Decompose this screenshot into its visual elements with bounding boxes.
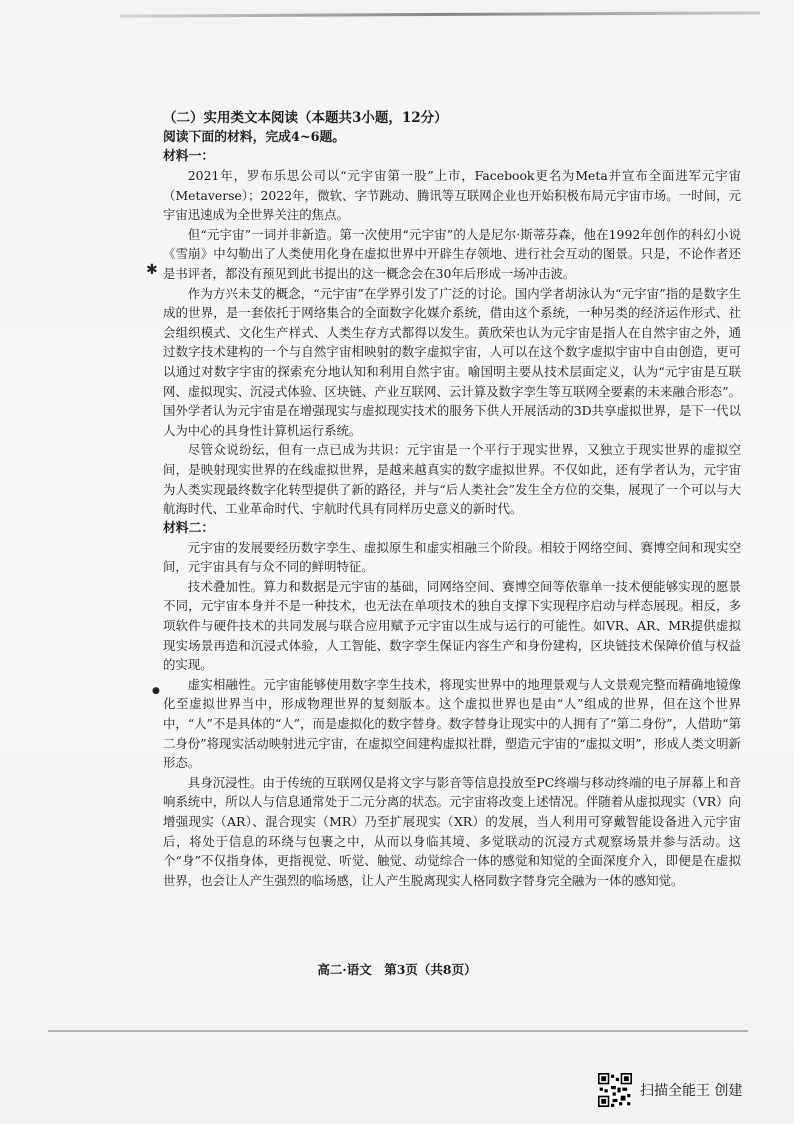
- material-1-paragraph: 2021年，罗布乐思公司以“元宇宙第一股”上市，Facebook更名为Meta并宣布全面进军元宇宙（Metaverse）；2022年，微软、字节跳动、腾讯等互联网企业也开始积极布局元宇宙市场。一时间，元宇宙迅速成为全世界关注的焦点。: [163, 168, 741, 223]
- scanner-credit: 扫描全能王 创建: [640, 1083, 743, 1099]
- scan-speck: ●: [152, 686, 160, 696]
- material-2-paragraph: 元宇宙的发展要经历数字孪生、虚拟原生和虚实相融三个阶段。相较于网络空间、赛博空间和现实空间，元宇宙具有与众不同的鲜明特征。: [163, 539, 741, 575]
- material-1-paragraph: 但“元宇宙”一词并非新造。第一次使用“元宇宙”的人是尼尔·斯蒂芬森，他在1992年创作的科幻小说《雪崩》中勾勒出了人类使用化身在虚拟世界中开辟生存领地、进行社会互动的图景。只是，不论作者还是书评者，都没有预见到此书提出的这一概念会在30年后形成一场冲击波。: [163, 226, 741, 281]
- scanner-watermark: [598, 1072, 742, 1108]
- material-1-paragraph: 尽管众说纷纭，但有一点已成为共识：元宇宙是一个平行于现实世界，又独立于现实世界的虚拟空间，是映射现实世界的在线虚拟世界，是越来越真实的数字虚拟世界。不仅如此，还有学者认为，元宇宙为人类实现最终数字化转型提供了新的路径，并与“后人类社会”发生全方位的交集，展现了一个可以与大航海时代、工业革命时代、宇航时代具有同样历史意义的新时代。: [163, 442, 741, 517]
- material-1-label: 材料一：: [163, 149, 215, 164]
- scan-speck: ✱: [146, 262, 158, 278]
- reading-content: [163, 108, 741, 890]
- material-2-paragraph: 技术叠加性。算力和数据是元宇宙的基础，同网络空间、赛博空间等依靠单一技术便能够实现的愿景不同，元宇宙本身并不是一种技术，也无法在单项技术的独自支撑下实现程序启动与样态展现。相反，多项软件与硬件技术的共同发展与联合应用赋予元宇宙以生成与运行的可能性。如VR、AR、MR提供虚拟现实场景再造和沉浸式体验，人工智能、数字孪生保证内容生产和身份建构，区块链技术保障价值与权益的实现。: [163, 578, 741, 673]
- section-title: （二）实用类文本阅读（本题共3小题，12分）: [163, 110, 448, 126]
- qr-code-icon: [598, 1073, 632, 1107]
- material-2-label: 材料二：: [163, 520, 215, 536]
- material-2-paragraph: 具身沉浸性。由于传统的互联网仅是将文字与影音等信息投放至PC终端与移动终端的电子屏幕上和音响系统中，所以人与信息通常处于二元分离的状态。元宇宙将改变上述情况。伴随着从虚拟现实（VR）向增强现实（AR）、混合现实（MR）乃至扩展现实（XR）的发展，当人利用可穿戴智能设备进入元宇宙后，将处于信息的环绕与包裹之中，从而以身临其境、多觉联动的沉浸方式观察场景并参与活动。这个“身”不仅指身体，更指视觉、听觉、触觉、动觉综合一体的感觉和知觉的全面深度介入，即便是在虚拟世界，也会让人产生强烈的临场感，让人产生脱离现实人格同数字替身完全融为一体的感知觉。: [163, 774, 741, 888]
- instruction: 阅读下面的材料，完成4~6题。: [163, 130, 346, 145]
- scan-edge-line: [120, 11, 760, 17]
- material-1-paragraph: 作为方兴未艾的概念，“元宇宙”在学界引发了广泛的讨论。国内学者胡泳认为“元宇宙”指的是数字生成的世界，是一套依托于网络集合的全面数字化媒介系统，借由这个系统，一种另类的经济运作形式、社会组织模式、文化生产样式、人类生存方式都得以发生。黄欣荣也认为元宇宙是指人在自然宇宙之外，通过数字技术建构的一个与自然宇宙相映射的数字虚拟宇宙，人可以在这个数字虚拟宇宙中自由创造，更可以通过对数字宇宙的探索充分地认知和利用自然宇宙。喻国明主要从技术层面定义，认为“元宇宙是互联网、虚拟现实、沉浸式体验、区块链、产业互联网、云计算及数字孪生等互联网全要素的未来融合形态”。国外学者认为元宇宙是在增强现实与虚拟现实技术的服务下供人开展活动的3D共享虚拟世界，是下一代以人为中心的具身性计算机运行系统。: [163, 285, 741, 438]
- material-2-paragraph: 虚实相融性。元宇宙能够使用数字孪生技术，将现实世界中的地理景观与人文景观完整而精确地镜像化至虚拟世界当中，形成物理世界的复刻版本。这个虚拟世界也是由“人”组成的世界，但在这个世界中，“人”不是具体的“人”，而是虚拟化的数字替身。数字替身让现实中的人拥有了“第二身份”，人借助“第二身份”将现实活动映射进元宇宙，在虚拟空间建构虚拟社群，塑造元宇宙的“虚拟文明”，形成人类文明新形态。: [163, 676, 741, 771]
- scan-edge-line: [48, 1030, 748, 1032]
- page-footer: 高二·语文 第3页（共8页）: [317, 962, 477, 977]
